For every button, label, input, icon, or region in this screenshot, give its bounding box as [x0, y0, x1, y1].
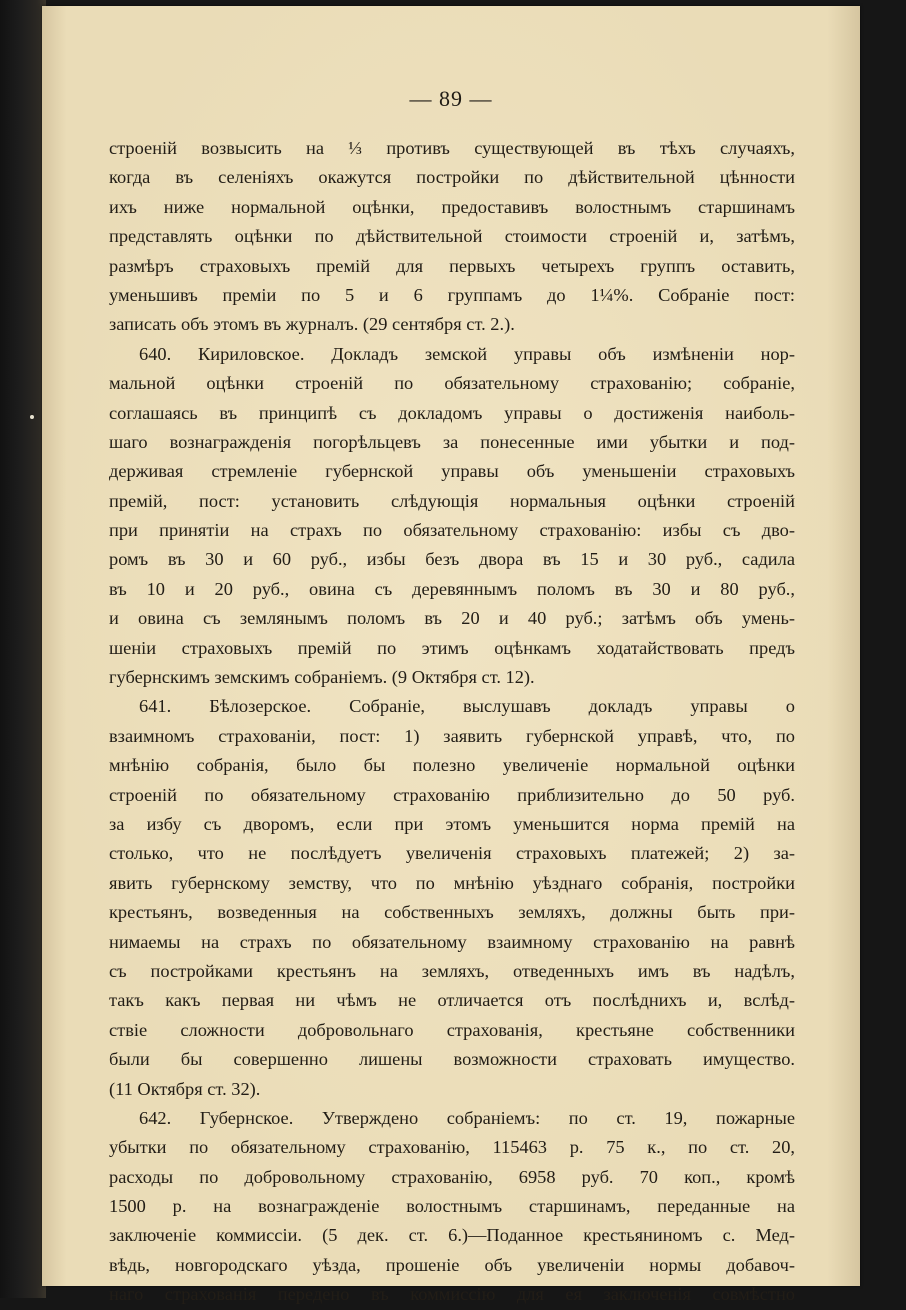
text-line: 642. Губернское. Утверждено собраніемъ: по ст. 19, пожарные	[139, 1107, 795, 1128]
text-line: при принятіи на страхъ по обязательному страхованію: избы съ дво-	[109, 520, 795, 541]
text-line: соглашаясь въ принципѣ съ докладомъ управы о достиженія наиболь-	[109, 402, 795, 423]
text-line: заключеніе коммиссіи. (5 дек. ст. 6.)—Поданное крестьяниномъ с. Мед-	[109, 1225, 795, 1246]
text-line: мальной оцѣнки строеній по обязательному страхованію; собраніе,	[109, 373, 795, 394]
text-line: размѣръ страховыхъ премій для первыхъ четырехъ группъ оставить,	[109, 255, 795, 276]
text-line: за избу съ дворомъ, если при этомъ уменьшится норма премій на	[109, 813, 795, 834]
text-line: губернскимъ земскимъ собраніемъ. (9 Октября ст. 12).	[109, 667, 535, 688]
text-line: убытки по обязательному страхованію, 115463 р. 75 к., по ст. 20,	[109, 1137, 795, 1158]
text-line: наго страхованія передено въ коммиссію для ея заключенія совмѣстно	[109, 1284, 795, 1305]
text-line: ихъ ниже нормальной оцѣнки, предоставивъ волостнымъ старшинамъ	[109, 196, 795, 217]
text-line: явить губернскому земству, что по мнѣнію уѣзднаго собранія, постройки	[109, 872, 795, 893]
text-line: когда въ селеніяхъ окажутся постройки по дѣйствительной цѣнности	[109, 167, 795, 188]
text-line: ромъ въ 30 и 60 руб., избы безъ двора въ 15 и 30 руб., садила	[109, 549, 795, 570]
text-line: крестьянъ, возведенныя на собственныхъ земляхъ, должны быть при-	[109, 902, 795, 923]
scan-speck	[30, 415, 34, 419]
text-line: съ постройками крестьянъ на земляхъ, отведенныхъ имъ въ надѣлъ,	[109, 960, 795, 981]
text-line: 641. Бѣлозерское. Собраніе, выслушавъ докладъ управы о	[139, 696, 795, 717]
text-line: шаго вознагражденія погорѣльцевъ за понесенные ими убытки и под-	[109, 431, 795, 452]
text-line: уменьшивъ преміи по 5 и 6 группамъ до 1¼%. Собраніе пост:	[109, 284, 795, 305]
text-line: и овина съ землянымъ поломъ въ 20 и 40 руб.; затѣмъ объ умень-	[109, 608, 795, 629]
text-line: премій, пост: установить слѣдующія нормальныя оцѣнки строеній	[109, 490, 795, 511]
text-line: такъ какъ первая ни чѣмъ не отличается отъ послѣднихъ и, вслѣд-	[109, 990, 795, 1011]
text-line: держивая стремленіе губернской управы объ уменьшеніи страховыхъ	[109, 461, 795, 482]
text-line: ствіе сложности добровольнаго страхованія, крестьяне собственники	[109, 1019, 795, 1040]
text-line: столько, что не послѣдуетъ увеличенія страховыхъ платежей; 2) за-	[109, 843, 795, 864]
text-line: (11 Октября ст. 32).	[109, 1078, 261, 1099]
text-line: вѣдь, новгородскаго уѣзда, прошеніе объ увеличеніи нормы добавоч-	[109, 1254, 795, 1275]
text-line: въ 10 и 20 руб., овина съ деревяннымъ поломъ въ 30 и 80 руб.,	[109, 578, 795, 599]
text-line: расходы по добровольному страхованію, 6958 руб. 70 коп., кромѣ	[109, 1166, 795, 1187]
text-line: нимаемы на страхъ по обязательному взаимному страхованію на равнѣ	[109, 931, 795, 952]
text-line: представлять оцѣнки по дѣйствительной стоимости строеній и, затѣмъ,	[109, 226, 795, 247]
text-line: записать объ этомъ въ журналъ. (29 сентября ст. 2.).	[109, 314, 515, 335]
text-line: 1500 р. на вознагражденіе волостнымъ старшинамъ, переданные на	[109, 1196, 795, 1217]
page-number: — 89 —	[409, 86, 493, 111]
text-line: строеній по обязательному страхованію приблизительно до 50 руб.	[109, 784, 795, 805]
book-page	[42, 6, 860, 1305]
text-line: шеніи страховыхъ премій по этимъ оцѣнкамъ ходатайствовать предъ	[109, 637, 795, 658]
text-line: были бы совершенно лишены возможности страховать имущество.	[109, 1049, 795, 1070]
text-line: взаимномъ страхованіи, пост: 1) заявить губернской управѣ, что, по	[109, 725, 795, 746]
text-line: мнѣнію собранія, было бы полезно увеличеніе нормальной оцѣнки	[109, 755, 795, 776]
text-line: строеній возвысить на ⅓ противъ существующей въ тѣхъ случаяхъ,	[109, 138, 795, 158]
text-line: 640. Кириловское. Докладъ земской управы объ измѣненіи нор-	[139, 343, 795, 364]
book-spine	[0, 0, 46, 1298]
body-text	[109, 134, 795, 1310]
